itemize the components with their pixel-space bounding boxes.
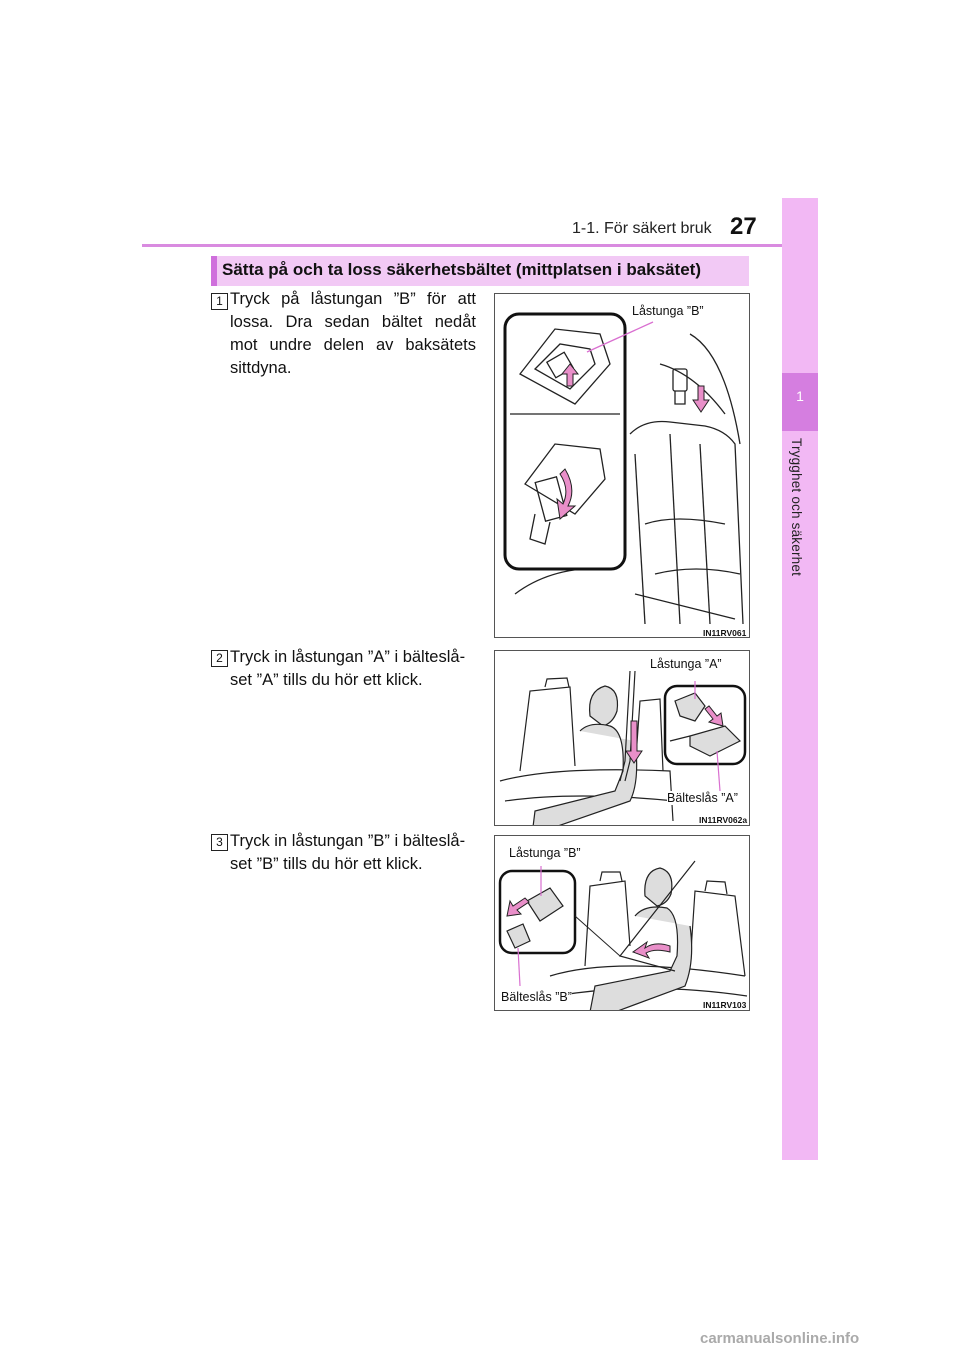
step-number-1: 1: [211, 293, 228, 310]
step-text-2: Tryck in låstungan ”A” i bälteslå- set ”A” tills du hör ett klick.: [230, 648, 466, 689]
step-number-2: 2: [211, 650, 228, 667]
figure-3-illustration: [495, 836, 750, 1011]
figure-step-3: [494, 835, 750, 1011]
figure-1-illustration: [495, 294, 750, 638]
section-title: Sätta på och ta loss säkerhetsbältet (mittplatsen i baksätet): [222, 260, 701, 279]
label-lastunga-a: Låstunga ”A”: [650, 657, 722, 671]
watermark: carmanualsonline.info: [700, 1330, 860, 1347]
chapter-label: Trygghet och säkerhet: [789, 438, 804, 577]
step-text-1: Tryck på låstungan ”B” för att lossa. Dra sedan bältet nedåt mot undre delen av baksätets sittdyna.: [230, 290, 476, 377]
label-lastunga-b-3: Låstunga ”B”: [509, 846, 581, 860]
page-number: 27: [730, 213, 757, 240]
step-text-3: Tryck in låstungan ”B” i bälteslå- set ”B” tills du hör ett klick.: [230, 832, 466, 873]
label-belteslas-a: Bälteslås ”A”: [667, 791, 738, 805]
label-belteslas-b: Bälteslås ”B”: [501, 990, 572, 1004]
figure-code-1: IN11RV061: [703, 628, 747, 638]
step-number-3: 3: [211, 834, 228, 851]
chapter-number: 1: [796, 388, 804, 404]
figure-code-2: IN11RV062a: [699, 815, 748, 825]
figure-step-2: [494, 650, 750, 826]
label-lastunga-b: Låstunga ”B”: [632, 304, 704, 318]
header-rule: [142, 244, 818, 247]
chapter-side-tab: [782, 198, 818, 1160]
header-section-ref: 1-1. För säkert bruk: [572, 220, 712, 237]
figure-code-3: IN11RV103: [703, 1000, 747, 1010]
figure-step-1: [494, 293, 750, 638]
